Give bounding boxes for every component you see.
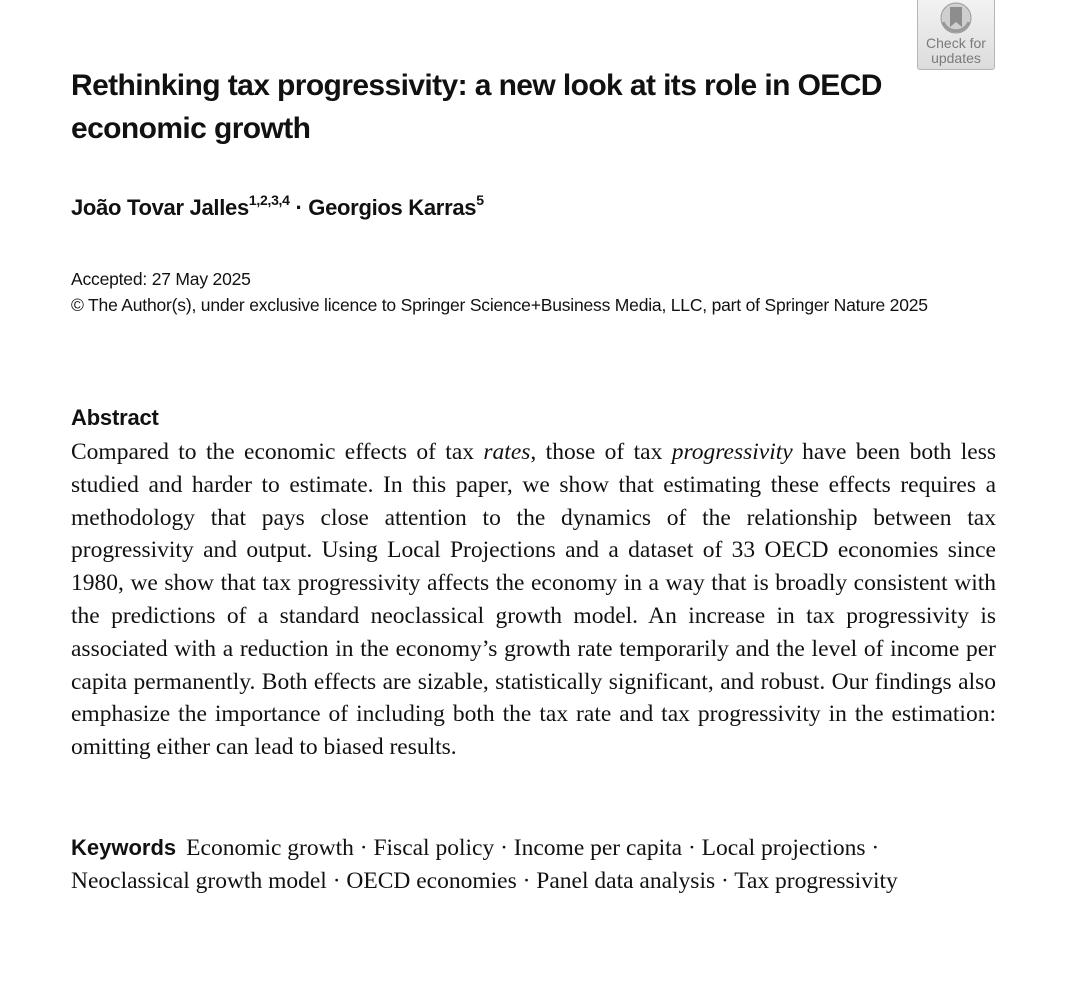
author-affiliation: 1,2,3,4 [248,191,290,208]
abstract-segment: , those of tax [530,439,672,465]
badge-label-line1: Check for [926,35,986,51]
abstract-emphasis: rates [483,439,531,465]
copyright-notice: © The Author(s), under exclusive licence to Springer Science+Business Media, LLC, part of Springer Nature 2025 [71,295,928,315]
author-name: João Tovar Jalles [71,195,249,220]
badge-label-line2: updates [931,50,981,66]
keywords-text: Economic growth · Fiscal policy · Income per capita · Local projections · Neoclassical growth model · OECD economies · Panel data analysis · Tax progressivity [71,835,898,894]
abstract-heading: Abstract [71,405,159,430]
abstract-segment: Compared to the economic effects of tax [71,439,484,465]
author-list [71,193,484,223]
bookmark-refresh-icon [938,1,974,35]
abstract-text [71,436,996,764]
keywords-section [71,832,996,898]
paper-title: Rethinking tax progressivity: a new look at its role in OECD economic growth [71,69,882,145]
accepted-date: Accepted: 27 May 2025 [71,269,251,289]
author-name: Georgios Karras [308,195,477,220]
article-meta [71,266,971,318]
author-separator: · [289,195,309,220]
author-affiliation: 5 [476,191,484,208]
keywords-label: Keywords [71,835,177,860]
abstract-emphasis: progressivity [671,439,793,465]
abstract-segment: have been both less studied and harder to estimate. In this paper, we show that estimating these effects requires a methodology that pays close attention to the dynamics of the relationship between tax progressivity and output. Using Local Projections and a dataset of 33 OECD economies since 1980, we show that tax progressivity affects the economy in a way that is broadly consistent with the predictions of a standard neoclassical growth model. An increase in tax progressivity is associated with a reduction in the economy’s growth rate temporarily and the level of income per capita permanently. Both effects are sizable, statistically significant, and robust. Our findings also emphasize the importance of including both the tax rate and tax progressivity in the estimation: omitting either can lead to biased results. [71,439,996,761]
check-for-updates-badge[interactable] [917,0,995,70]
